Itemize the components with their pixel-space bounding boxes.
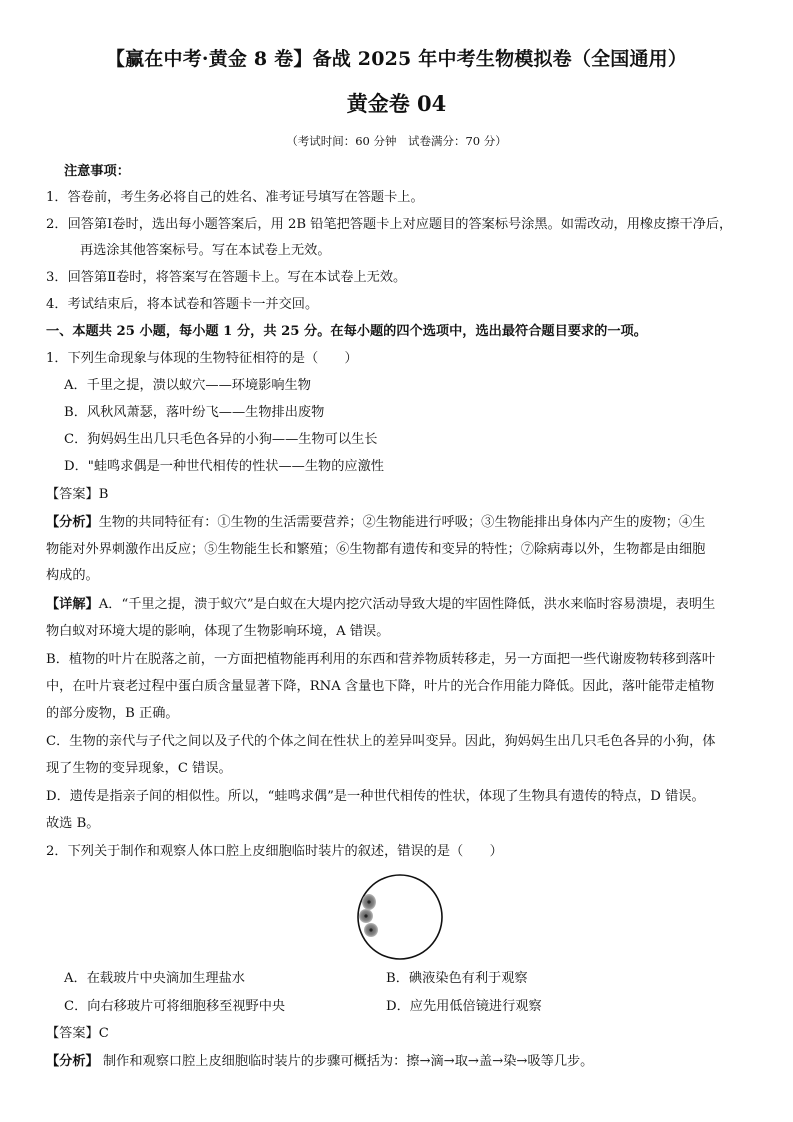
q2-option-d: D．应先用低倍镜进行观察 [386,999,542,1014]
q1-detail-text-1: A．“千里之提，溃于蚁穴”是白蚁在大堤内挖穴活动导致大堤的牢固性降低，洪水来临时容易溃堤，表明生 [98,597,716,612]
q2-analysis-text: 制作和观察口腔上皮细胞临时装片的步骤可概括为：擦→滴→取→盖→染→吸等几步。 [98,1054,594,1069]
q2-options-row-2 [64,997,770,1017]
q1-detail-line-9: 故选 B。 [46,816,100,831]
notice-item-3: 3．回答第Ⅱ卷时，将答案写在答题卡上。写在本试卷上无效。 [46,270,407,285]
q2-answer-value: C [98,1026,109,1041]
q2-analysis [46,1052,752,1072]
q2-stem: 2．下列关于制作和观察人体口腔上皮细胞临时装片的叙述，错误的是（ ） [46,844,503,859]
notice-item-2-cont: 再选涂其他答案标号。写在本试卷上无效。 [80,243,331,258]
q2-options-row-1 [64,969,770,989]
q1-detail-line-1 [46,595,752,615]
q1-answer [46,485,752,505]
q1-option-c: C．狗妈妈生出几只毛色各异的小狗——生物可以生长 [64,432,378,447]
q1-analysis-line-3: 构成的。 [46,568,99,583]
q2-answer [46,1024,752,1044]
q2-analysis-tag: 【分析】 [46,1054,99,1069]
q1-answer-tag: 【答案】 [46,487,99,502]
exam-title: 【赢在中考·黄金 8 卷】备战 2025 年中考生物模拟卷（全国通用） [105,48,688,70]
q1-detail-line-2: 物白蚁对环境大堤的影响，体现了生物影响环境，A 错误。 [46,624,390,639]
cell-nucleus-3 [369,928,372,931]
q2-option-a: A．在载玻片中央滴加生理盐水 [64,971,245,986]
notice-item-1: 1．答卷前，考生务必将自己的姓名、准考证号填写在答题卡上。 [46,190,424,205]
q1-detail-line-6: C．生物的亲代与子代之间以及子代的个体之间在性状上的差异叫变异。因此，狗妈妈生出几只毛色各异的小狗，体 [46,734,716,749]
q1-answer-value: B [98,487,109,502]
q1-option-d: D．"蛙鸣求偶是一种世代相传的性状——生物的应激性 [64,459,384,474]
q1-analysis-tag: 【分析】 [46,515,99,530]
cell-nucleus-2 [364,914,367,917]
cell-nucleus-1 [367,900,370,903]
microscope-field-figure [355,872,445,962]
q1-option-b: B．风秋风萧瑟，落叶纷飞——生物排出废物 [64,405,325,420]
q1-option-a: A．千里之提，溃以蚁穴——环境影响生物 [64,378,311,393]
notice-item-4: 4．考试结束后，将本试卷和答题卡一并交回。 [46,297,319,312]
q1-detail-tag: 【详解】 [46,597,99,612]
q1-detail-line-8: D．遗传是指亲子间的相似性。所以，“蛙鸣求偶”是一种世代相传的性状，体现了生物具有遗传的特点，D 错误。 [46,789,705,804]
q1-detail-line-3: B．植物的叶片在脱落之前，一方面把植物能再利用的东西和营养物质转移走，另一方面把一些代谢废物转移到落叶 [46,652,716,667]
exam-info: （考试时间：60 分钟 试卷满分：70 分） [286,134,507,148]
q2-option-c: C．向右移玻片可将细胞移至视野中央 [64,999,286,1014]
section-heading: 一、本题共 25 小题，每小题 1 分，共 25 分。在每小题的四个选项中，选出最符合题目要求的一项。 [46,324,647,339]
q1-detail-line-7: 现了生物的变异现象，C 错误。 [46,761,232,776]
q1-detail-line-4: 中，在叶片衰老过程中蛋白质含量显著下降，RNA 含量也下降，叶片的光合作用能力降低。因此，落叶能带走植物 [46,679,715,694]
q1-analysis-text-1: 生物的共同特征有：①生物的生活需要营养；②生物能进行呼吸；③生物能排出身体内产生的废物；④生 [98,515,706,530]
q1-detail-line-5: 的部分废物，B 正确。 [46,706,179,721]
q1-analysis-line-2: 物能对外界刺激作出反应；⑤生物能生长和繁殖；⑥生物都有遗传和变异的特性；⑦除病毒以外，生物都是由细胞 [46,542,706,557]
q2-option-b: B．碘液染色有利于观察 [386,971,528,986]
q1-analysis-line-1 [46,513,752,533]
paper-subtitle: 黄金卷 04 [346,91,447,116]
q2-answer-tag: 【答案】 [46,1026,99,1041]
notice-heading: 注意事项： [64,164,130,179]
notice-item-2: 2．回答第Ⅰ卷时，选出每小题答案后，用 2B 铅笔把答题卡上对应题目的答案标号涂黑。如需改动，用橡皮擦干净后， [46,217,733,232]
q1-stem: 1．下列生命现象与体现的生物特征相符的是（ ） [46,351,358,366]
